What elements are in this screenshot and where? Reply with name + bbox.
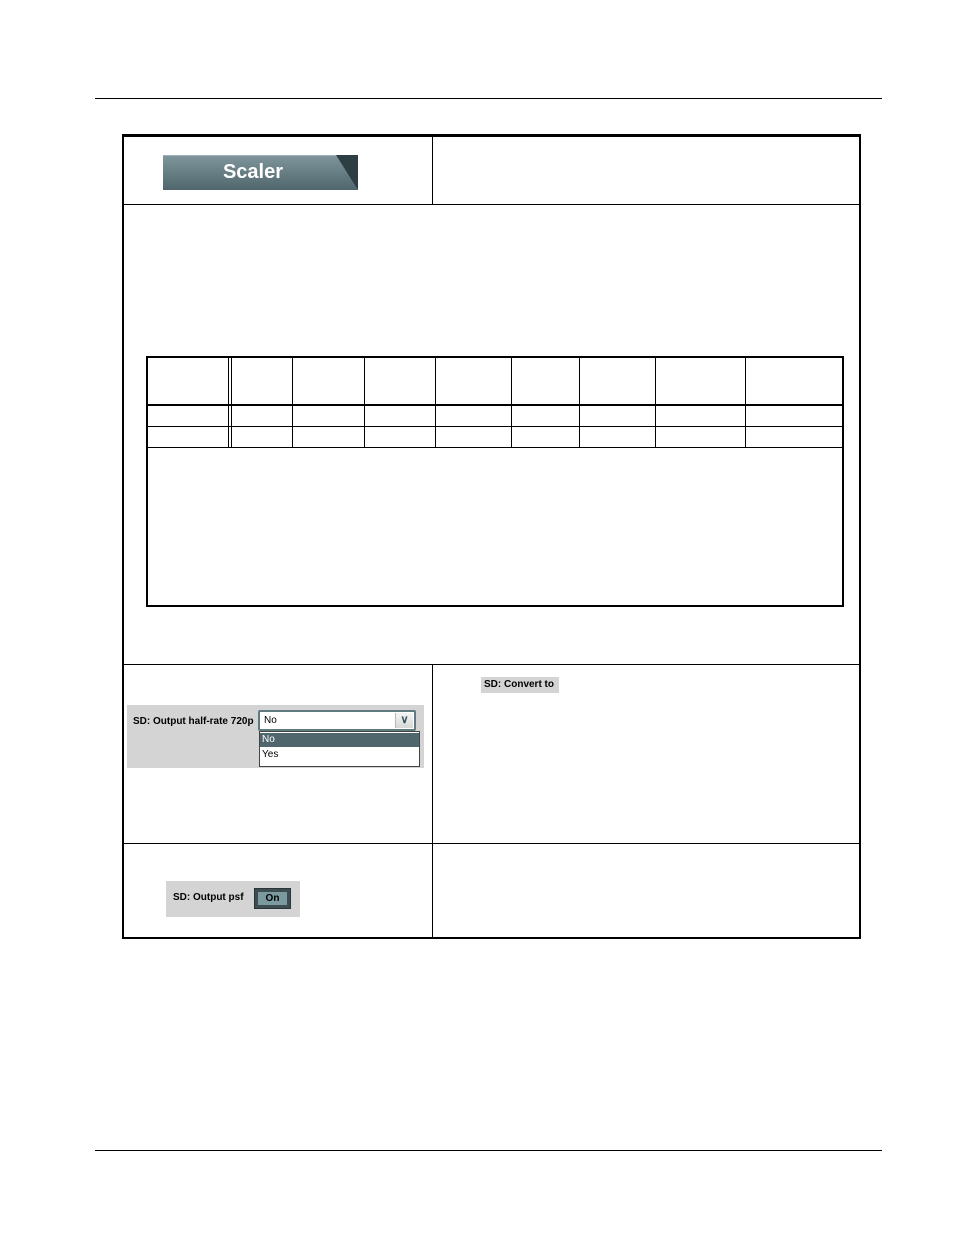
chevron-down-icon[interactable]: ∨ [395,713,413,728]
scaler-tab-label: Scaler [222,161,284,183]
inner-column-divider [228,358,229,447]
inner-column-divider [292,358,293,447]
inner-column-divider-double [231,358,232,447]
header-rule [95,98,882,99]
output-psf-control [166,881,300,917]
inner-row-divider [148,447,842,448]
output-psf-toggle-button[interactable] [254,888,291,909]
inner-row-divider-double [148,405,842,406]
table-row-divider [124,204,859,205]
inner-column-divider [655,358,656,447]
output-psf-label: SD: Output psf [173,892,244,903]
footer-rule [95,1150,882,1151]
half-rate-720p-dropdown[interactable] [258,710,416,731]
dropdown-option-yes[interactable]: Yes [262,749,279,760]
inner-column-divider [364,358,365,447]
half-rate-720p-label: SD: Output half-rate 720p [133,716,254,727]
convert-to-label: SD: Convert to [481,677,559,693]
table-row-divider [124,843,859,844]
half-rate-720p-options-list [259,731,420,767]
inner-column-divider [435,358,436,447]
table-column-divider [432,664,433,939]
table-row-divider [124,664,859,665]
output-psf-toggle-state: On [258,892,287,905]
table-column-divider [432,137,433,204]
half-rate-720p-control [127,705,424,768]
inner-row-divider [148,426,842,427]
inner-column-divider [579,358,580,447]
inner-column-divider [745,358,746,447]
dropdown-option-no[interactable]: No [260,733,419,747]
inner-column-divider [511,358,512,447]
scaler-function-table [122,134,861,939]
inner-format-table [146,356,844,607]
half-rate-720p-selected-value: No [264,715,277,726]
